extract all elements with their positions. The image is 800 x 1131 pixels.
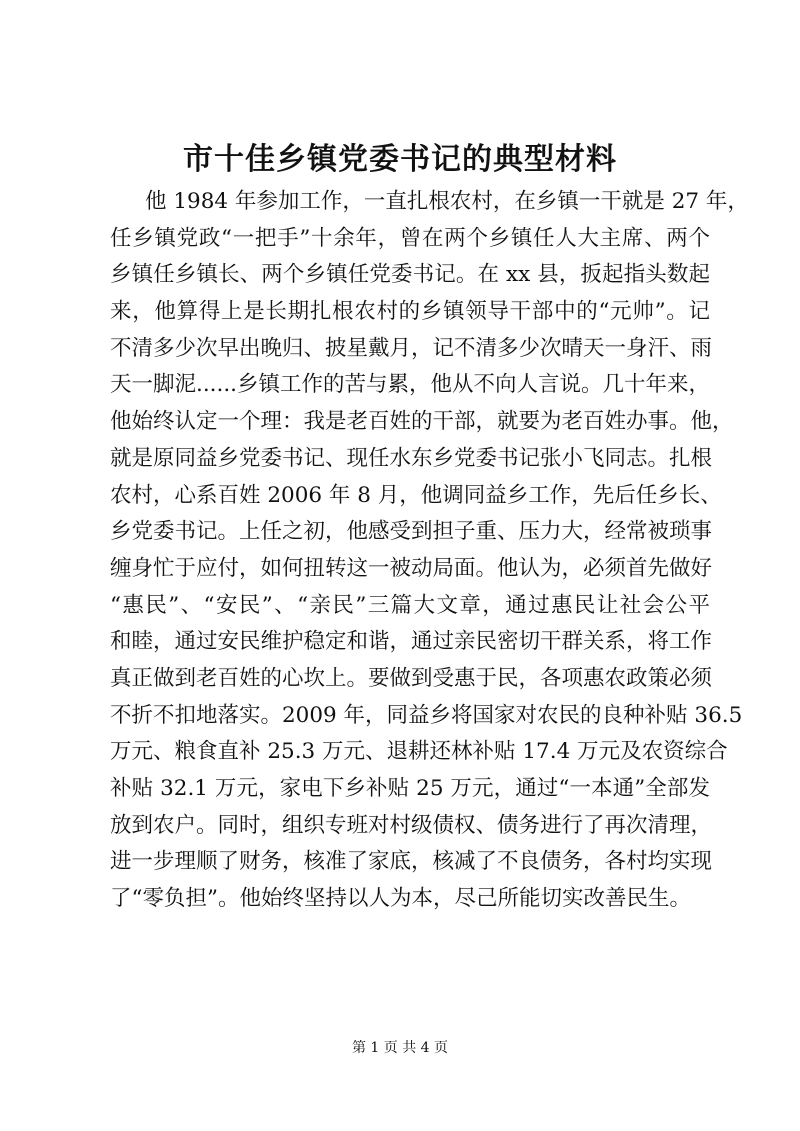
text-line: 不折不扣地落实。2009 年，同益乡将国家对农民的良种补贴 36.5 — [110, 702, 743, 728]
text-line: 真正做到老百姓的心坎上。要做到受惠于民，各项惠农政策必须 — [110, 665, 713, 691]
text-line: 农村，心系百姓 2006 年 8 月，他调同益乡工作，先后任乡长、 — [110, 482, 722, 508]
text-line: 天一脚泥......乡镇工作的苦与累，他从不向人言说。几十年来， — [110, 372, 711, 398]
text-line: “惠民”、“安民”、“亲民”三篇大文章，通过惠民让社会公平 — [110, 592, 710, 618]
text-line: 来，他算得上是长期扎根农村的乡镇领导干部中的“元帅”。记 — [110, 299, 710, 325]
text-line: 和睦，通过安民维护稳定和谐，通过亲民密切干群关系，将工作 — [110, 629, 713, 655]
text-line: 乡党委书记。上任之初，他感受到担子重、压力大，经常被琐事 — [110, 519, 713, 545]
text-line: 万元、粮食直补 25.3 万元、退耕还林补贴 17.4 万元及农资综合 — [110, 739, 728, 765]
text-line: 缠身忙于应付，如何扭转这一被动局面。他认为，必须首先做好 — [110, 555, 713, 581]
text-line: 进一步理顺了财务，核准了家底，核减了不良债务，各村均实现 — [110, 849, 713, 875]
text-line: 了“零负担”。他始终坚持以人为本，尽己所能切实改善民生。 — [110, 886, 691, 912]
text-line: 补贴 32.1 万元，家电下乡补贴 25 万元，通过“一本通”全部发 — [110, 776, 710, 801]
text-line: 不清多少次早出晚归、披星戴月，记不清多少次晴天一身汗、雨 — [110, 335, 713, 361]
text-line: 乡镇任乡镇长、两个乡镇任党委书记。在 xx 县，扳起指头数起 — [110, 262, 710, 288]
text-line: 他 1984 年参加工作，一直扎根农村，在乡镇一干就是 27 年， — [145, 189, 749, 214]
text-line: 任乡镇党政“一把手”十余年，曾在两个乡镇任人大主席、两个 — [110, 225, 710, 251]
page-footer: 第 1 页 共 4 页 — [351, 1040, 449, 1056]
text-line: 放到农户。同时，组织专班对村级债权、债务进行了再次清理， — [110, 812, 713, 838]
text-line: 就是原同益乡党委书记、现任水东乡党委书记张小飞同志。扎根 — [110, 445, 713, 471]
body-text — [110, 184, 749, 918]
text-line: 他始终认定一个理：我是老百姓的干部，就要为老百姓办事。他， — [110, 409, 734, 435]
document-title: 市十佳乡镇党委书记的典型材料 — [183, 142, 617, 177]
